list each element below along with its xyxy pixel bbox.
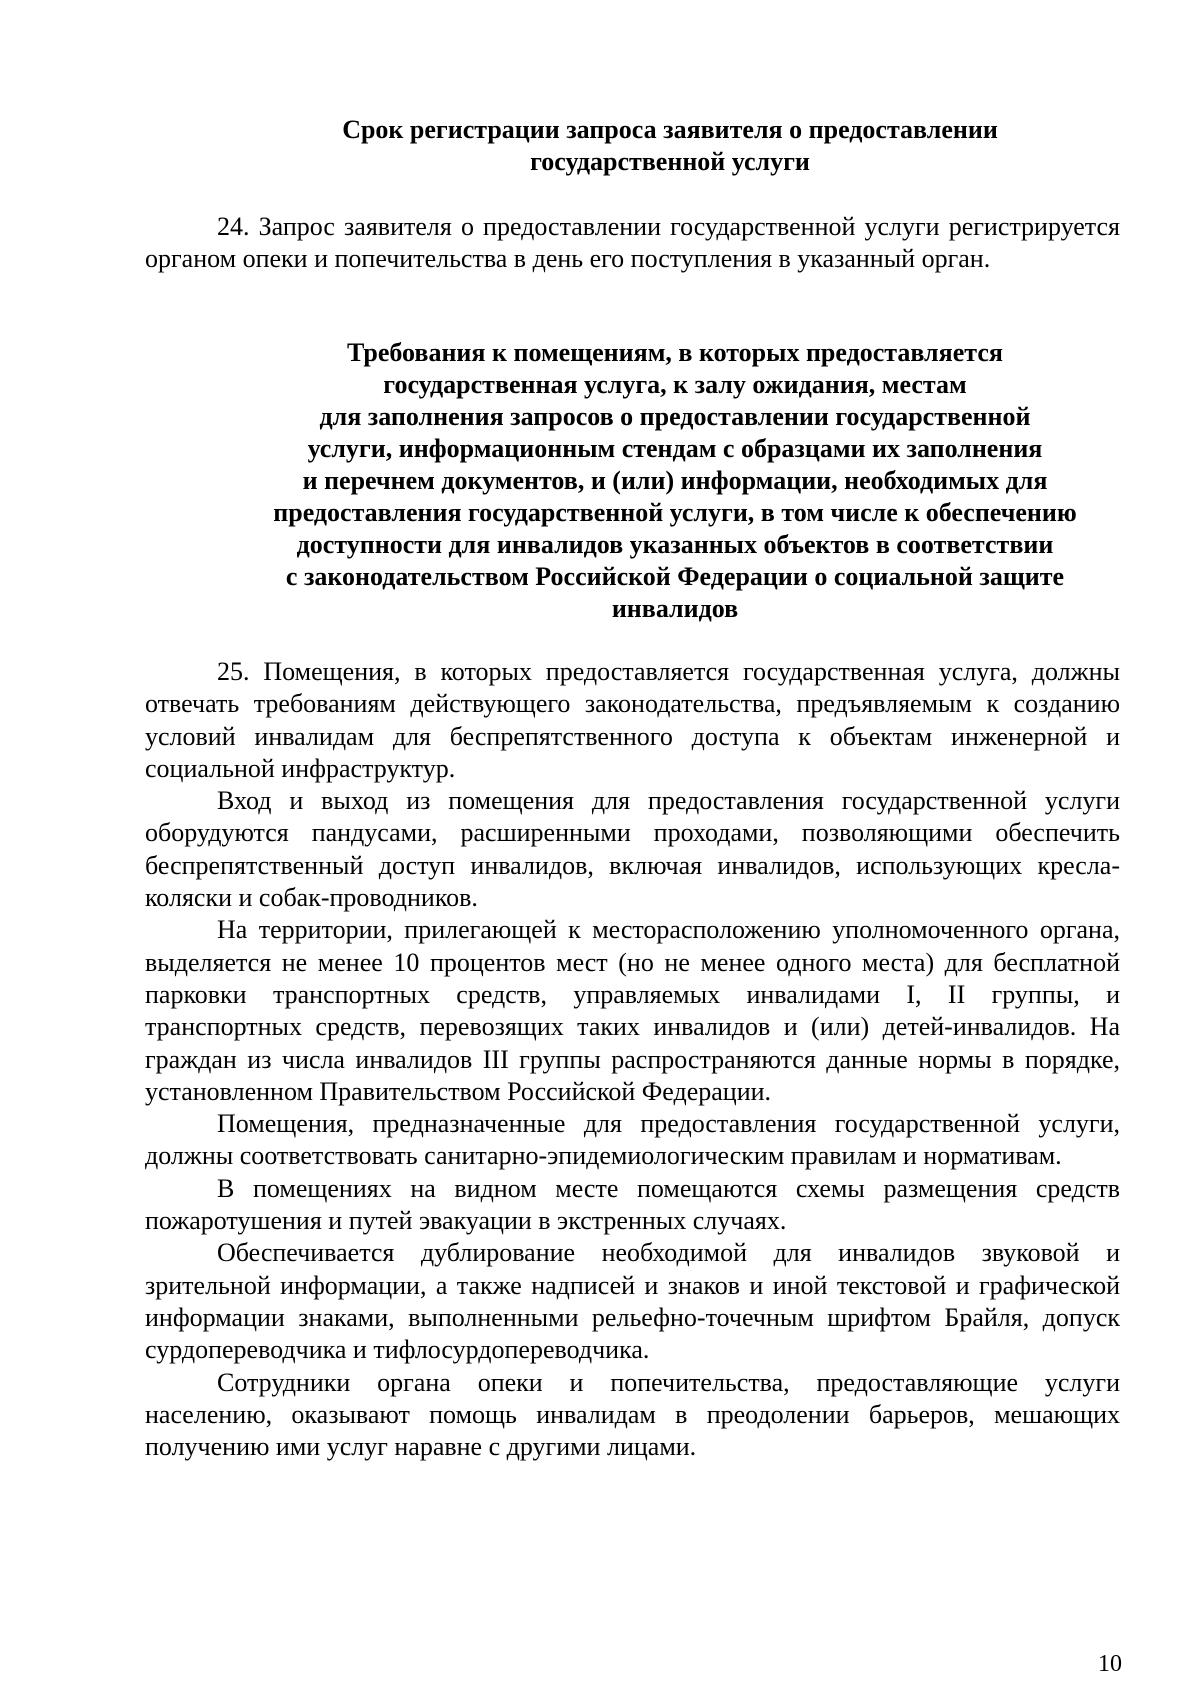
heading-line: Требования к помещениям, в которых предоставляется [347, 338, 1003, 367]
paragraph-24: 24. Запрос заявителя о предоставлении государственной услуги регистрируется органом опеки и попечительства в день его поступления в указанный орган. [145, 212, 1120, 274]
heading-line: Срок регистрации запроса заявителя о предоставлении [342, 115, 998, 144]
heading-line: предоставления государственной услуги, в том числе к обеспечению [273, 498, 1077, 527]
paragraph-25: 25. Помещения, в которых предоставляется государственная услуга, должны отвечать требованиям действующего законодательства, предъявляемым к созданию условий инвалидам для беспрепятственного доступа к объектам инженерной и социальной инфраструктур. [145, 657, 1120, 783]
heading-line: для заполнения запросов о предоставлении государственной [319, 402, 1031, 431]
heading-line: инвалидов [611, 594, 739, 623]
section-heading-premises-requirements [170, 337, 1180, 625]
heading-line: и перечнем документов, и (или) информации, необходимых для [302, 466, 1048, 495]
heading-line: услуги, информационным стендам с образцами их заполнения [307, 434, 1043, 463]
heading-line: с законодательством Российской Федерации о социальной защите [285, 562, 1065, 591]
paragraph-braille: Обеспечивается дублирование необходимой для инвалидов звуковой и зрительной информации, а также надписей и знаков и иной текстовой и графической информации знаками, выполненными рельефно-точечным шрифтом Брайля, допуск сурдопереводчика и тифлосурдопереводчика. [145, 1238, 1120, 1365]
heading-line: государственная услуга, к залу ожидания, местам [383, 370, 967, 399]
heading-line: государственной услуги [530, 147, 810, 176]
paragraph-entrance-exit: Вход и выход из помещения для предоставления государственной услуги оборудуются пандусами, расширенными проходами, позволяющими обеспечить беспрепятственный доступ инвалидов, включая инвалидов, использующих кресла-коляски и собак-проводников. [145, 786, 1120, 913]
heading-line: доступности для инвалидов указанных объектов в соответствии [296, 530, 1054, 559]
paragraph-parking: На территории, прилегающей к месторасположению уполномоченного органа, выделяется не менее 10 процентов мест (но не менее одного места) для бесплатной парковки транспортных средств, управляемых инвалидами I, II группы, и транспортных средств, перевозящих таких инвалидов и (или) детей-инвалидов. На граждан из числа инвалидов III группы распространяются данные нормы в порядке, установленном Правительством Российской Федерации. [145, 915, 1120, 1106]
paragraph-sanitary: Помещения, предназначенные для предоставления государственной услуги, должны соответствовать санитарно-эпидемиологическим правилам и нормативам. [145, 1109, 1120, 1171]
page-number: 10 [1098, 1651, 1122, 1677]
paragraph-staff-assistance: Сотрудники органа опеки и попечительства, предоставляющие услуги населению, оказывают помощь инвалидам в преодолении барьеров, мешающих получению ими услуг наравне с другими лицами. [145, 1367, 1120, 1462]
section-25-body [145, 656, 1120, 1463]
section-heading-registration-term [300, 114, 1040, 178]
paragraph-evacuation: В помещениях на видном месте помещаются схемы размещения средств пожаротушения и путей эвакуации в экстренных случаях. [145, 1173, 1120, 1236]
